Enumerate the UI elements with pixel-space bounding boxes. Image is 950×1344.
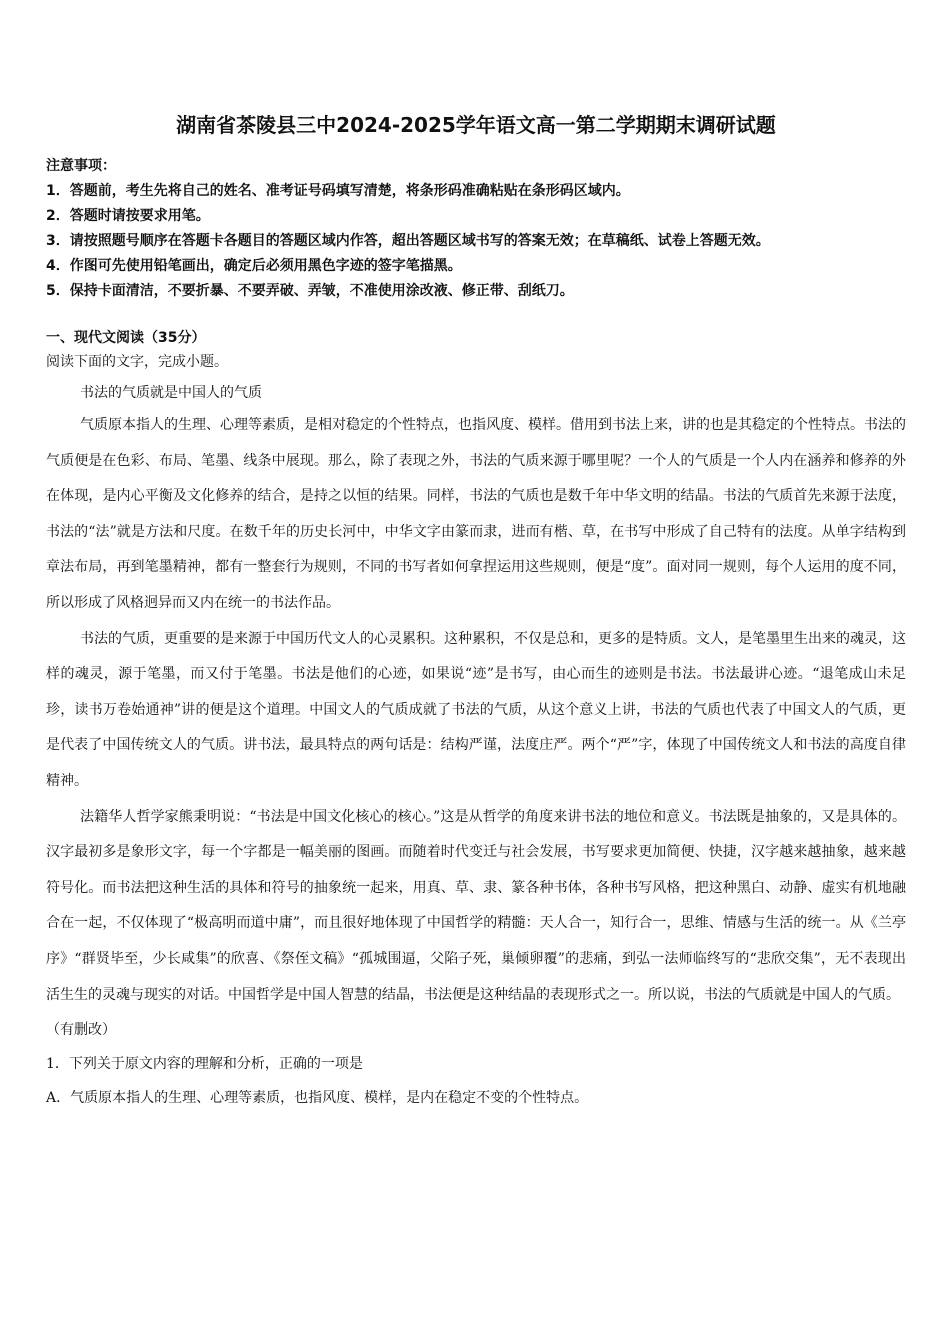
source-note: （有删改） <box>46 1022 116 1039</box>
article-paragraph: 气质原本指人的生理、心理等素质，是相对稳定的个性特点，也指风度、模样。借用到书法上来，讲的也是其稳定的个性特点。书法的气质便是在色彩、布局、笔墨、线条中展现。那么，除了表现之外，书法的气质来源于哪里呢？一个人的气质是一个人内在涵养和修养的外在体现，是内心平衡及文化修养的结合，是持之以恒的结果。同样，书法的气质也是数千年中华文明的结晶。书法的气质首先来源于法度，书法的“法”就是方法和尺度。在数千年的历史长河中，中华文字由篆而隶，进而有楷、草，在书写中形成了自己特有的法度。从单字结构到章法布局，再到笔墨精神，都有一整套行为规则，不同的书写者如何拿捏运用这些规则，便是“度”。面对同一规则，每个人运用的度不同，所以形成了风格迥异而又内在统一的书法作品。 <box>46 417 906 611</box>
notice-item: 2．答题时请按要求用笔。 <box>46 208 210 224</box>
notice-block <box>46 154 906 304</box>
option-a: A．气质原本指人的生理、心理等素质，也指风度、模样，是内在稳定不变的个性特点。 <box>46 1090 589 1107</box>
section-instruction: 阅读下面的文字，完成小题。 <box>46 354 228 370</box>
question-stem: 1．下列关于原文内容的理解和分析，正确的一项是 <box>46 1056 363 1073</box>
exam-page <box>46 110 906 1115</box>
section-heading: 一、现代文阅读（35分） <box>46 330 206 346</box>
notice-item: 4．作图可先使用铅笔画出，确定后必须用黑色字迹的签字笔描黑。 <box>46 258 462 274</box>
notice-item: 3．请按照题号顺序在答题卡各题目的答题区域内作答，超出答题区域书写的答案无效；在草稿纸、试卷上答题无效。 <box>46 233 770 249</box>
article-paragraph: 书法的气质，更重要的是来源于中国历代文人的心灵累积。这种累积，不仅是总和，更多的是特质。文人，是笔墨里生出来的魂灵，这样的魂灵，源于笔墨，而又付于笔墨。书法是他们的心迹，如果说“迹”是书写，由心而生的迹则是书法。书法最讲心迹。“退笔成山未足珍，读书万卷始通神”讲的便是这个道理。中国文人的气质成就了书法的气质，从这个意义上讲，书法的气质也代表了中国文人的气质，更是代表了中国传统文人的气质。讲书法，最具特点的两句话是：结构严谨，法度庄严。两个“严”字，体现了中国传统文人和书法的高度自律精神。 <box>46 630 906 789</box>
notice-heading: 注意事项： <box>46 158 116 174</box>
notice-item: 5．保持卡面清洁，不要折暴、不要弄破、弄皱，不准使用涂改液、修正带、刮纸刀。 <box>46 283 574 299</box>
notice-item: 1．答题前，考生先将自己的姓名、准考证号码填写清楚，将条形码准确粘贴在条形码区域内。 <box>46 183 630 199</box>
article-paragraph: 法籍华人哲学家熊秉明说：“书法是中国文化核心的核心。”这是从哲学的角度来讲书法的地位和意义。书法既是抽象的，又是具体的。汉字最初多是象形文字，每一个字都是一幅美丽的图画。而随着时代变迁与社会发展，书写要求更加简便、快捷，汉字越来越抽象，越来越符号化。而书法把这种生活的具体和符号的抽象统一起来，用真、草、隶、篆各种书体，各种书写风格，把这种黑白、动静、虚实有机地融合在一起，不仅体现了“极高明而道中庸”，而且很好地体现了中国哲学的精髓：天人合一，知行合一，思维、情感与生活的统一。从《兰亭序》“群贤毕至，少长咸集”的欣喜、《祭侄文稿》“孤城围逼，父陷子死，巢倾卵覆”的悲痛，到弘一法师临终写的“悲欣交集”，无不表现出活生生的灵魂与现实的对话。中国哲学是中国人智慧的结晶，书法便是这种结晶的表现形式之一。所以说，书法的气质就是中国人的气质。 <box>46 808 906 1003</box>
article-title: 书法的气质就是中国人的气质 <box>80 385 262 401</box>
exam-title: 湖南省茶陵县三中2024-2025学年语文高一第二学期期末调研试题 <box>176 113 776 137</box>
